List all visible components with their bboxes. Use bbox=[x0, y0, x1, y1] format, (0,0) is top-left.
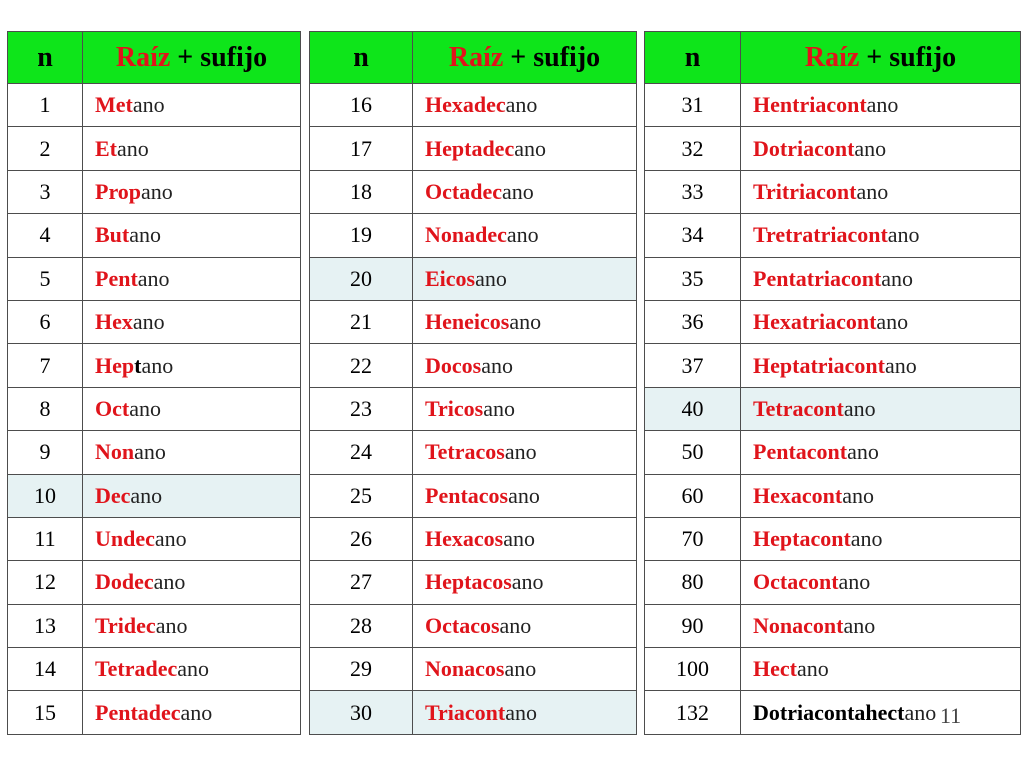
alkane-suffix: ano bbox=[481, 352, 513, 378]
alkane-suffix: ano bbox=[180, 699, 213, 725]
alkane-name-cell bbox=[83, 431, 301, 474]
header-raiz: Raíz bbox=[448, 41, 504, 73]
alkane-root-part: t bbox=[134, 352, 142, 378]
alkane-name-cell bbox=[741, 257, 1021, 300]
header-raiz: Raíz bbox=[804, 41, 860, 73]
alkane-suffix: ano bbox=[887, 222, 920, 248]
alkane-name-cell bbox=[741, 604, 1021, 647]
carbon-count-cell: 37 bbox=[645, 344, 741, 387]
carbon-count-cell: 132 bbox=[645, 691, 741, 734]
alkane-suffix: ano bbox=[796, 656, 829, 682]
alkane-root: Hentriacont bbox=[753, 92, 867, 118]
alkane-root: Tritriacont bbox=[753, 178, 857, 204]
alkane-root: Pentacont bbox=[753, 439, 848, 465]
table-row bbox=[8, 214, 301, 257]
alkane-root: Dotriacont bbox=[753, 135, 855, 161]
carbon-count-cell: 2 bbox=[8, 127, 83, 170]
alkane-root: Dodec bbox=[95, 569, 154, 595]
page-number: 11 bbox=[940, 703, 962, 728]
carbon-count-cell: 31 bbox=[645, 84, 741, 127]
carbon-count-cell: 32 bbox=[645, 127, 741, 170]
alkane-root: Nonacont bbox=[753, 612, 844, 638]
alkane-name-cell bbox=[741, 214, 1021, 257]
alkane-name-cell bbox=[741, 517, 1021, 560]
alkane-suffix: ano bbox=[501, 178, 534, 204]
alkane-root: Non bbox=[95, 439, 135, 465]
alkane-root: Heptatriacont bbox=[753, 352, 885, 378]
table-row bbox=[645, 474, 1021, 517]
alkane-suffix: ano bbox=[132, 309, 165, 335]
header-plus: + bbox=[866, 41, 883, 73]
table-row bbox=[8, 84, 301, 127]
carbon-count-cell: 1 bbox=[8, 84, 83, 127]
alkane-root: Hex bbox=[95, 309, 133, 335]
carbon-count-cell: 25 bbox=[310, 474, 413, 517]
alkane-root: Octacont bbox=[753, 569, 839, 595]
alkane-root: Hep bbox=[95, 352, 135, 378]
alkane-root: Tridec bbox=[95, 612, 156, 638]
alkane-name-cell bbox=[413, 300, 637, 343]
alkane-suffix: ano bbox=[129, 395, 161, 421]
header-root-suffix bbox=[83, 32, 301, 84]
table-row bbox=[645, 344, 1021, 387]
alkane-suffix: ano bbox=[483, 395, 516, 421]
alkane-name-cell bbox=[413, 344, 637, 387]
table-row bbox=[645, 648, 1021, 691]
alkane-name-cell bbox=[741, 474, 1021, 517]
alkane-root: Pentacos bbox=[425, 482, 509, 508]
table-row bbox=[8, 127, 301, 170]
alkane-suffix: ano bbox=[508, 482, 540, 508]
alkane-root: Prop bbox=[95, 178, 142, 204]
alkane-root: Heptacos bbox=[425, 569, 512, 595]
alkane-suffix: ano bbox=[134, 439, 166, 465]
alkane-suffix: ano bbox=[514, 135, 546, 161]
alkane-suffix: ano bbox=[876, 309, 909, 335]
alkane-suffix: ano bbox=[881, 265, 914, 291]
header-n: n bbox=[310, 32, 413, 84]
alkane-root: Tricos bbox=[425, 395, 484, 421]
carbon-count-cell: 36 bbox=[645, 300, 741, 343]
alkane-suffix: ano bbox=[838, 569, 871, 595]
alkane-name-cell bbox=[413, 691, 637, 734]
header-plus: + bbox=[510, 41, 527, 73]
carbon-count-cell: 21 bbox=[310, 300, 413, 343]
alkane-name-cell bbox=[83, 474, 301, 517]
alkane-name-cell bbox=[741, 648, 1021, 691]
table-row bbox=[645, 561, 1021, 604]
table-row bbox=[645, 214, 1021, 257]
alkane-root: Pentadec bbox=[95, 699, 181, 725]
table-row bbox=[645, 387, 1021, 430]
alkane-root: Octacos bbox=[425, 612, 500, 638]
carbon-count-cell: 19 bbox=[310, 214, 413, 257]
alkane-name-cell bbox=[83, 257, 301, 300]
alkane-name-cell bbox=[83, 84, 301, 127]
carbon-count-cell: 100 bbox=[645, 648, 741, 691]
carbon-count-cell: 23 bbox=[310, 387, 413, 430]
alkane-name-cell bbox=[413, 257, 637, 300]
header-sufijo: sufijo bbox=[200, 41, 268, 73]
table-row bbox=[310, 517, 637, 560]
carbon-count-cell: 22 bbox=[310, 344, 413, 387]
alkane-suffix: ano bbox=[504, 439, 537, 465]
alkane-name-cell bbox=[83, 648, 301, 691]
table-row bbox=[8, 257, 301, 300]
carbon-count-cell: 20 bbox=[310, 257, 413, 300]
alkane-suffix: ano bbox=[842, 482, 874, 508]
carbon-count-cell: 90 bbox=[645, 604, 741, 647]
table-row bbox=[310, 127, 637, 170]
carbon-count-cell: 9 bbox=[8, 431, 83, 474]
carbon-count-cell: 8 bbox=[8, 387, 83, 430]
alkane-table-2 bbox=[309, 31, 637, 735]
carbon-count-cell: 15 bbox=[8, 691, 83, 734]
carbon-count-cell: 28 bbox=[310, 604, 413, 647]
alkane-name-cell bbox=[413, 431, 637, 474]
header-n: n bbox=[8, 32, 83, 84]
table-row bbox=[8, 648, 301, 691]
table-row bbox=[310, 604, 637, 647]
alkane-name-cell bbox=[741, 387, 1021, 430]
alkane-suffix: ano bbox=[130, 482, 163, 508]
alkane-root: Nonadec bbox=[425, 222, 507, 248]
alkane-root: Eicos bbox=[425, 265, 476, 291]
table-row bbox=[310, 561, 637, 604]
alkane-suffix: ano bbox=[155, 612, 188, 638]
table-row bbox=[8, 604, 301, 647]
table-row bbox=[310, 84, 637, 127]
table-row bbox=[310, 170, 637, 213]
alkane-name-cell bbox=[83, 604, 301, 647]
carbon-count-cell: 3 bbox=[8, 170, 83, 213]
alkane-root: Oct bbox=[95, 395, 130, 421]
alkane-name-cell bbox=[413, 84, 637, 127]
alkane-root: Pentatriacont bbox=[753, 265, 882, 291]
table-row bbox=[8, 170, 301, 213]
carbon-count-cell: 30 bbox=[310, 691, 413, 734]
table-row bbox=[310, 387, 637, 430]
table-row bbox=[8, 387, 301, 430]
table-row bbox=[645, 604, 1021, 647]
alkane-name-cell bbox=[83, 214, 301, 257]
alkane-suffix: ano bbox=[847, 439, 879, 465]
alkane-name-cell bbox=[741, 84, 1021, 127]
alkane-suffix: ano bbox=[511, 569, 544, 595]
table-row bbox=[8, 691, 301, 734]
carbon-count-cell: 50 bbox=[645, 431, 741, 474]
alkane-root: Hexacos bbox=[425, 526, 504, 552]
alkane-root: Hexacont bbox=[753, 482, 843, 508]
alkane-name-cell bbox=[741, 561, 1021, 604]
alkane-name-cell bbox=[741, 300, 1021, 343]
alkane-suffix: ano bbox=[904, 699, 937, 725]
alkane-name-cell bbox=[413, 474, 637, 517]
alkane-name-cell bbox=[413, 214, 637, 257]
header-sufijo: sufijo bbox=[533, 41, 601, 73]
alkane-name-cell bbox=[413, 561, 637, 604]
alkane-suffix: ano bbox=[850, 526, 883, 552]
carbon-count-cell: 7 bbox=[8, 344, 83, 387]
table-row bbox=[8, 344, 301, 387]
alkane-root: Hexatriacont bbox=[753, 309, 877, 335]
carbon-count-cell: 26 bbox=[310, 517, 413, 560]
table-row bbox=[310, 257, 637, 300]
alkane-name-cell bbox=[413, 387, 637, 430]
table-row bbox=[310, 474, 637, 517]
carbon-count-cell: 27 bbox=[310, 561, 413, 604]
alkane-root: Heptacont bbox=[753, 526, 851, 552]
alkane-suffix: ano bbox=[117, 135, 149, 161]
alkane-suffix: ano bbox=[854, 135, 887, 161]
alkane-name-cell bbox=[83, 691, 301, 734]
alkane-root: Tetracos bbox=[425, 439, 505, 465]
carbon-count-cell: 5 bbox=[8, 257, 83, 300]
header-sufijo: sufijo bbox=[889, 41, 957, 73]
alkane-root: Dec bbox=[95, 482, 131, 508]
table-header-row bbox=[8, 32, 301, 84]
alkane-suffix: ano bbox=[866, 92, 899, 118]
alkane-suffix: ano bbox=[499, 612, 532, 638]
alkane-name-cell bbox=[83, 127, 301, 170]
table-row bbox=[645, 127, 1021, 170]
alkane-suffix: ano bbox=[154, 526, 187, 552]
alkane-table-3 bbox=[644, 31, 1021, 735]
table-row bbox=[310, 431, 637, 474]
alkane-name-cell bbox=[83, 300, 301, 343]
table-row bbox=[645, 300, 1021, 343]
alkane-root: Tetradec bbox=[95, 656, 178, 682]
alkane-suffix: ano bbox=[509, 309, 542, 335]
alkane-root: But bbox=[95, 222, 130, 248]
table-row bbox=[645, 257, 1021, 300]
table-row bbox=[645, 517, 1021, 560]
alkane-root: Undec bbox=[95, 526, 155, 552]
carbon-count-cell: 13 bbox=[8, 604, 83, 647]
alkane-root: Docos bbox=[425, 352, 482, 378]
alkane-name-cell bbox=[741, 127, 1021, 170]
carbon-count-cell: 12 bbox=[8, 561, 83, 604]
carbon-count-cell: 17 bbox=[310, 127, 413, 170]
alkane-table-1 bbox=[7, 31, 301, 735]
alkane-name-cell bbox=[413, 517, 637, 560]
alkane-name-cell bbox=[413, 648, 637, 691]
alkane-root: Hect bbox=[753, 656, 797, 682]
table-row bbox=[645, 84, 1021, 127]
carbon-count-cell: 24 bbox=[310, 431, 413, 474]
carbon-count-cell: 80 bbox=[645, 561, 741, 604]
alkane-name-cell bbox=[741, 431, 1021, 474]
alkane-name-cell bbox=[83, 170, 301, 213]
alkane-root: Octadec bbox=[425, 178, 502, 204]
alkane-root: Heptadec bbox=[425, 135, 515, 161]
alkane-suffix: ano bbox=[843, 395, 876, 421]
table-row bbox=[8, 300, 301, 343]
alkane-root: Triacont bbox=[425, 699, 506, 725]
alkane-name-cell bbox=[83, 387, 301, 430]
table-row bbox=[310, 300, 637, 343]
alkane-suffix: ano bbox=[505, 92, 538, 118]
carbon-count-cell: 11 bbox=[8, 517, 83, 560]
carbon-count-cell: 10 bbox=[8, 474, 83, 517]
alkane-suffix: ano bbox=[503, 526, 535, 552]
alkane-name-cell bbox=[83, 561, 301, 604]
alkane-name-cell bbox=[83, 344, 301, 387]
table-row bbox=[645, 170, 1021, 213]
carbon-count-cell: 70 bbox=[645, 517, 741, 560]
carbon-count-cell: 14 bbox=[8, 648, 83, 691]
header-plus: + bbox=[177, 41, 194, 73]
alkane-suffix: ano bbox=[132, 92, 165, 118]
alkane-name-cell bbox=[413, 170, 637, 213]
carbon-count-cell: 34 bbox=[645, 214, 741, 257]
alkane-root: Pent bbox=[95, 265, 138, 291]
alkane-root: Hexadec bbox=[425, 92, 506, 118]
alkane-suffix: ano bbox=[506, 222, 539, 248]
alkane-root: Met bbox=[95, 92, 133, 118]
alkane-suffix: ano bbox=[505, 699, 538, 725]
alkane-name-cell bbox=[83, 517, 301, 560]
header-n: n bbox=[645, 32, 741, 84]
alkane-name-cell bbox=[413, 604, 637, 647]
alkane-suffix: ano bbox=[141, 352, 174, 378]
alkane-root: Heneicos bbox=[425, 309, 510, 335]
carbon-count-cell: 18 bbox=[310, 170, 413, 213]
alkane-name-cell bbox=[741, 344, 1021, 387]
table-row bbox=[8, 431, 301, 474]
alkane-suffix: ano bbox=[177, 656, 210, 682]
alkane-root: Dotriacontahect bbox=[753, 699, 905, 725]
alkane-root: Tretratriacont bbox=[753, 222, 888, 248]
carbon-count-cell: 60 bbox=[645, 474, 741, 517]
carbon-count-cell: 35 bbox=[645, 257, 741, 300]
alkane-name-cell bbox=[741, 170, 1021, 213]
header-raiz: Raíz bbox=[115, 41, 171, 73]
table-row bbox=[645, 691, 1021, 734]
alkane-name-cell bbox=[413, 127, 637, 170]
carbon-count-cell: 40 bbox=[645, 387, 741, 430]
alkane-root: Et bbox=[95, 135, 117, 161]
alkane-suffix: ano bbox=[504, 656, 537, 682]
alkane-suffix: ano bbox=[843, 612, 876, 638]
alkane-suffix: ano bbox=[475, 265, 507, 291]
table-row bbox=[310, 344, 637, 387]
alkane-suffix: ano bbox=[153, 569, 186, 595]
header-root-suffix bbox=[741, 32, 1021, 84]
table-header-row bbox=[310, 32, 637, 84]
carbon-count-cell: 4 bbox=[8, 214, 83, 257]
alkane-suffix: ano bbox=[129, 222, 162, 248]
carbon-count-cell: 33 bbox=[645, 170, 741, 213]
carbon-count-cell: 29 bbox=[310, 648, 413, 691]
table-header-row bbox=[645, 32, 1021, 84]
alkane-root: Tetracont bbox=[753, 395, 844, 421]
table-row bbox=[8, 561, 301, 604]
alkane-suffix: ano bbox=[141, 178, 173, 204]
table-row bbox=[310, 648, 637, 691]
table-row bbox=[8, 474, 301, 517]
alkane-suffix: ano bbox=[856, 178, 889, 204]
header-root-suffix bbox=[413, 32, 637, 84]
table-row bbox=[8, 517, 301, 560]
alkane-suffix: ano bbox=[137, 265, 170, 291]
alkane-name-cell bbox=[741, 691, 1021, 734]
carbon-count-cell: 16 bbox=[310, 84, 413, 127]
alkane-suffix: ano bbox=[884, 352, 917, 378]
carbon-count-cell: 6 bbox=[8, 300, 83, 343]
table-row bbox=[310, 691, 637, 734]
table-row bbox=[310, 214, 637, 257]
table-row bbox=[645, 431, 1021, 474]
alkane-root: Nonacos bbox=[425, 656, 505, 682]
